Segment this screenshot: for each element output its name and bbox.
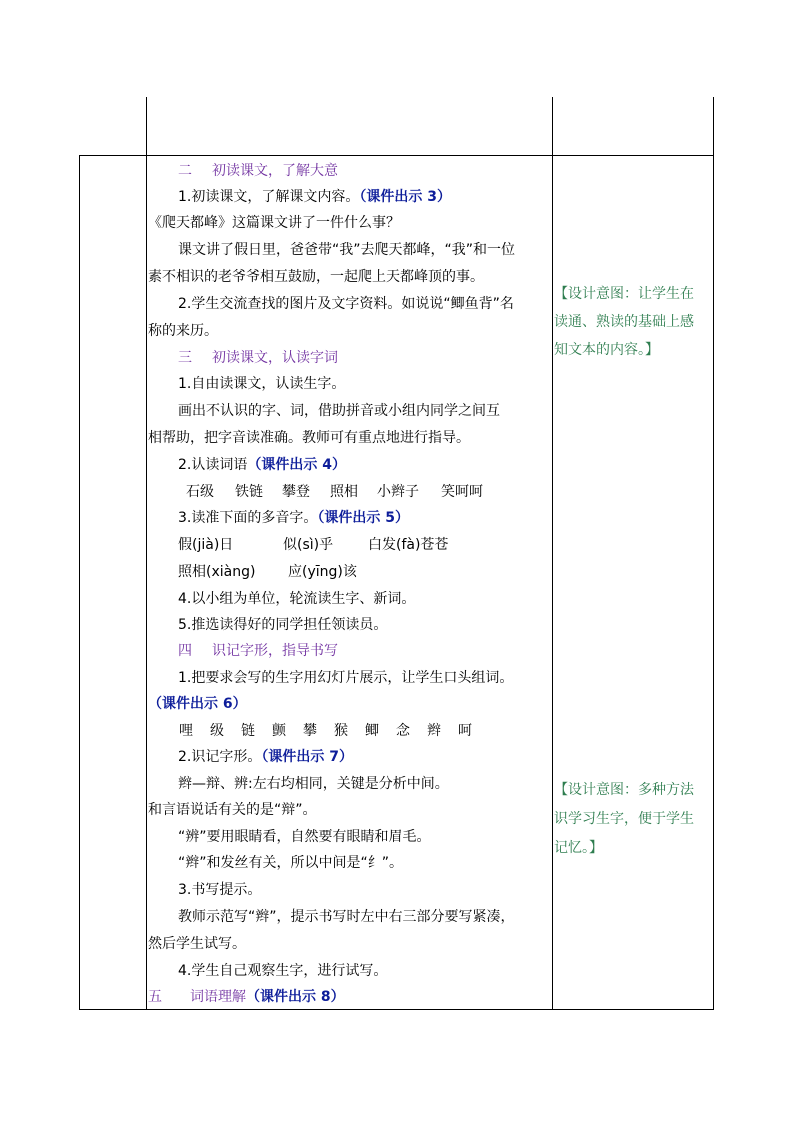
vocab-word: 小辫子 xyxy=(377,484,419,500)
vocab-words-row xyxy=(186,482,483,502)
section2-heading-num: 二 xyxy=(178,163,192,179)
char-item: 颤 xyxy=(272,723,286,739)
section4-line3: “辨”要用眼睛看，自然要有眼睛和眉毛。 xyxy=(178,829,431,845)
section3-instr-line1: 画出不认识的字、词，借助拼音或小组内同学之间互 xyxy=(178,403,500,419)
section3-item4: 4.以小组为单位，轮流读生字、新词。 xyxy=(178,591,416,607)
section3-item5: 5.推选读得好的同学担任领读员。 xyxy=(178,617,388,633)
section4-heading xyxy=(178,641,338,661)
polyphone-item: 白发(fà)苍苍 xyxy=(368,537,449,553)
section5-heading xyxy=(148,987,345,1007)
table-border-right-upper xyxy=(713,97,714,155)
char-item: 辫 xyxy=(427,723,441,739)
section2-heading xyxy=(178,161,338,181)
table-col-divider-1 xyxy=(146,97,147,1010)
char-item: 哩 xyxy=(179,723,193,739)
section2-question: 《爬天都峰》这篇课文讲了一件什么事？ xyxy=(148,215,400,231)
section5-heading-text: 词语理解 xyxy=(190,989,246,1005)
section2-heading-text: 初读课文，了解大意 xyxy=(212,163,338,179)
section4-item2 xyxy=(178,747,353,767)
section4-item2-text: 2.识记字形。 xyxy=(178,749,262,765)
courseware-tag: （课件出示 7） xyxy=(261,749,353,765)
design-note-1-line3: 知文本的内容。】 xyxy=(554,342,659,358)
char-item: 念 xyxy=(396,723,410,739)
polyphone-item: 假(jià)日 xyxy=(178,537,234,553)
section4-item4: 4.学生自己观察生字，进行试写。 xyxy=(178,963,388,979)
section4-heading-text: 识记字形，指导书写 xyxy=(212,643,338,659)
courseware-tag: （课件出示 6） xyxy=(148,696,247,712)
design-note-1-line1: 【设计意图：让学生在 xyxy=(554,286,694,302)
table-border-right xyxy=(713,155,714,1010)
section2-item2-line1: 2.学生交流查找的图片及文字资料。如说说“鲫鱼背”名 xyxy=(178,296,514,312)
section3-heading-text: 初读课文，认读字词 xyxy=(212,350,338,366)
courseware-tag: （课件出示 4） xyxy=(247,457,346,473)
section3-item2-text: 2.认读词语 xyxy=(178,457,248,473)
section4-line1: 辫—辩、辨:左右均相同，关键是分析中间。 xyxy=(178,776,449,792)
polyphone-item: 似(sì)乎 xyxy=(283,537,334,553)
polyphone-item: 应(yīng)该 xyxy=(288,564,357,580)
section2-item1-text: 1.初读课文，了解课文内容。 xyxy=(178,189,360,205)
vocab-word: 石级 xyxy=(186,484,214,500)
char-item: 鲫 xyxy=(365,723,379,739)
char-item: 攀 xyxy=(303,723,317,739)
design-note-2-line3: 记忆。】 xyxy=(554,840,603,856)
vocab-word: 铁链 xyxy=(235,484,263,500)
section4-line4: “辫”和发丝有关，所以中间是“纟”。 xyxy=(178,855,404,871)
vocab-word: 攀登 xyxy=(282,484,310,500)
section3-heading-num: 三 xyxy=(178,350,192,366)
table-border-bottom xyxy=(79,1009,714,1010)
char-item: 呵 xyxy=(458,723,472,739)
courseware-tag: （课件出示 3） xyxy=(359,189,451,205)
section4-line2: 和言语说话有关的是“辩”。 xyxy=(148,802,317,818)
section4-heading-num: 四 xyxy=(178,643,192,659)
polyphone-item: 照相(xiàng) xyxy=(178,564,256,580)
design-note-2-line2: 识学习生字，便于学生 xyxy=(554,811,694,827)
table-border-left xyxy=(79,155,80,1010)
char-item: 级 xyxy=(210,723,224,739)
section3-instr-line2: 相帮助，把字音读准确。教师可有重点地进行指导。 xyxy=(148,430,470,446)
vocab-word: 照相 xyxy=(330,484,358,500)
table-row-divider xyxy=(79,155,714,156)
section3-item3-text: 3.读准下面的多音字。 xyxy=(178,510,318,526)
vocab-word: 笑呵呵 xyxy=(441,484,483,500)
char-item: 链 xyxy=(241,723,255,739)
section3-item3 xyxy=(178,508,409,528)
design-note-1-line2: 读通、熟读的基础上感 xyxy=(554,314,694,330)
section2-item1 xyxy=(178,187,451,207)
section2-item2-line2: 称的来历。 xyxy=(148,323,218,339)
courseware-tag: （课件出示 8） xyxy=(246,989,345,1005)
section2-answer-line1: 课文讲了假日里，爸爸带“我”去爬天都峰，“我”和一位 xyxy=(178,242,516,258)
section2-answer-line2: 素不相识的老爷爷相互鼓励，一起爬上天都峰顶的事。 xyxy=(148,269,484,285)
section3-item1: 1.自由读课文，认读生字。 xyxy=(178,376,346,392)
table-col-divider-2 xyxy=(552,97,553,1010)
polyphone-row-2 xyxy=(178,562,357,582)
section4-item3: 3.书写提示。 xyxy=(178,882,262,898)
section4-line5a: 教师示范写“辫”，提示书写时左中右三部分要写紧凑， xyxy=(178,909,515,925)
section4-item1: 1.把要求会写的生字用幻灯片展示，让学生口头组词。 xyxy=(178,670,514,686)
char-list-row xyxy=(179,721,472,741)
design-note-2-line1: 【设计意图：多种方法 xyxy=(554,782,694,798)
section4-line5b: 然后学生试写。 xyxy=(148,936,246,952)
char-item: 猴 xyxy=(334,723,348,739)
courseware-tag: （课件出示 5） xyxy=(317,510,409,526)
section3-item2 xyxy=(178,455,346,475)
section5-heading-num: 五 xyxy=(148,989,162,1005)
section3-heading xyxy=(178,348,338,368)
polyphone-row-1 xyxy=(178,535,448,555)
